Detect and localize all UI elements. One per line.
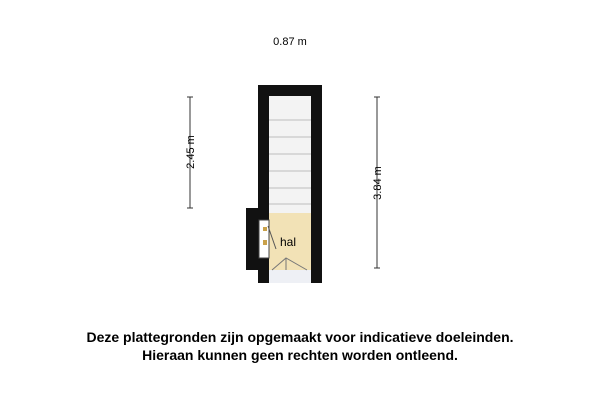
staircase	[269, 96, 311, 213]
dimension-width-top: 0.87 m	[273, 36, 307, 48]
dimension-right	[372, 97, 384, 268]
room-label-hal: hal	[280, 235, 297, 249]
dimension-left	[185, 97, 197, 208]
dimension-left-label: 2.45 m	[185, 135, 197, 169]
disclaimer-line-1: Deze plattegronden zijn opgemaakt voor indicatieve doeleinden.	[86, 329, 514, 345]
dimension-right-label: 3.84 m	[372, 166, 384, 200]
disclaimer-line-2: Hieraan kunnen geen rechten worden ontleend.	[142, 347, 458, 363]
